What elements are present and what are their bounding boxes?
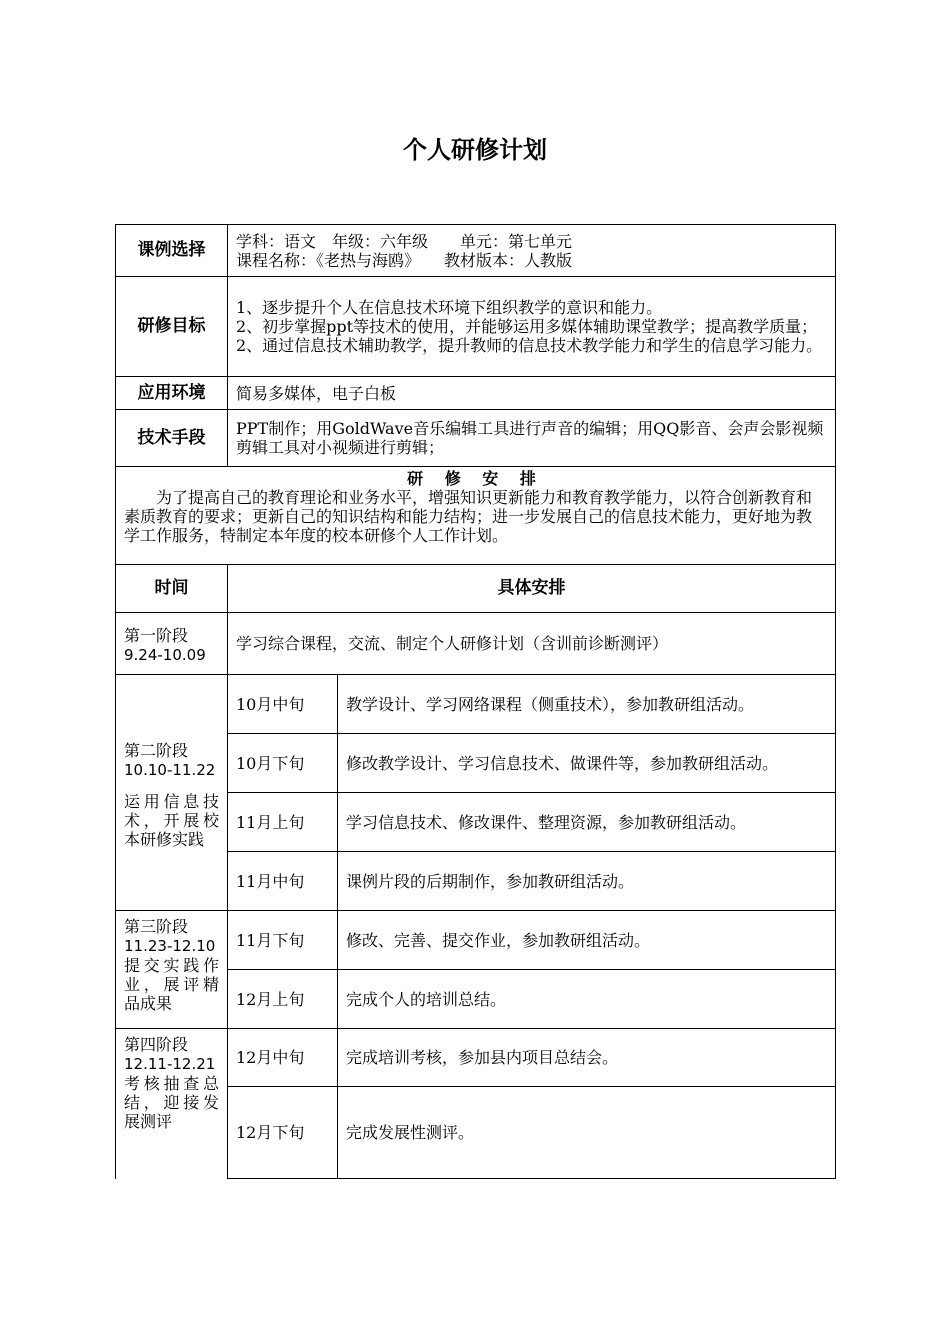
task-cell: 完成发展性测评。 <box>338 1087 836 1179</box>
task-cell: 修改教学设计、学习信息技术、做课件等，参加教研组活动。 <box>338 734 836 793</box>
task-cell: 修改、完善、提交作业，参加教研组活动。 <box>338 911 836 970</box>
plan-table <box>115 224 836 1179</box>
stage-desc: 运用信息技术，开展校本研修实践 <box>124 791 219 849</box>
schedule-row <box>116 911 836 970</box>
stage-desc: 考核抽查总结，迎接发展测评 <box>124 1074 219 1131</box>
stage-4-cell <box>116 1029 228 1179</box>
task-cell: 完成个人的培训总结。 <box>338 970 836 1029</box>
environment-value: 简易多媒体，电子白板 <box>228 377 836 410</box>
course-row <box>116 225 836 277</box>
stage-name: 第四阶段 <box>124 1035 189 1054</box>
task-cell: 完成培训考核，参加县内项目总结会。 <box>338 1029 836 1087</box>
stage-dates: 12.11-12.21 <box>124 1055 216 1073</box>
stage-3-cell <box>116 911 228 1029</box>
header-time: 时间 <box>116 565 228 613</box>
stage-dates: 10.10-11.22 <box>124 760 216 779</box>
stage-1-cell <box>116 613 228 675</box>
goals-value <box>228 277 836 377</box>
stage-desc: 提交实践作业，展评精品成果 <box>124 956 219 1013</box>
stage-dates: 9.24-10.09 <box>124 646 206 664</box>
period-cell: 11月上旬 <box>228 793 338 852</box>
arrangement-intro: 为了提高自己的教育理论和业务水平，增强知识更新能力和教育教学能力，以符合创新教育和素质教育的要求；更新自己的知识结构和能力结构；进一步发展自己的信息技术能力，更好地为教学工作服务，特制定本年度的校本研修个人工作计划。 <box>124 488 813 545</box>
stage-1-task: 学习综合课程，交流、制定个人研修计划（含训前诊断测评） <box>228 613 836 675</box>
stage-name: 第二阶段 <box>124 740 189 760</box>
goals-label: 研修目标 <box>116 277 228 377</box>
arrangement-title: 研 修 安 排 <box>407 469 544 488</box>
stage-dates: 11.23-12.10 <box>124 937 216 955</box>
goals-row <box>116 277 836 377</box>
period-cell: 12月中旬 <box>228 1029 338 1087</box>
task-cell: 教学设计、学习网络课程（侧重技术），参加教研组活动。 <box>338 675 836 734</box>
schedule-header-row <box>116 565 836 613</box>
course-value <box>228 225 836 277</box>
page-title: 个人研修计划 <box>403 136 547 164</box>
header-detail: 具体安排 <box>228 565 836 613</box>
tech-row <box>116 410 836 467</box>
tech-value: PPT制作；用GoldWave音乐编辑工具进行声音的编辑；用QQ影音、会声会影视频剪辑工具对小视频进行剪辑； <box>228 410 836 467</box>
environment-label: 应用环境 <box>116 377 228 410</box>
stage-1-row <box>116 613 836 675</box>
course-line-2: 课程名称：《老热与海鸥》 教材版本：人教版 <box>236 250 573 270</box>
goal-item: 2、初步掌握ppt等技术的使用，并能够运用多媒体辅助课堂教学；提高教学质量； <box>236 317 818 336</box>
task-cell: 课例片段的后期制作，参加教研组活动。 <box>338 852 836 911</box>
period-cell: 10月下旬 <box>228 734 338 793</box>
task-cell: 学习信息技术、修改课件、整理资源，参加教研组活动。 <box>338 793 836 852</box>
course-label: 课例选择 <box>116 225 228 277</box>
stage-name: 第三阶段 <box>124 917 189 936</box>
period-cell: 11月中旬 <box>228 852 338 911</box>
arrangement-row <box>116 467 836 565</box>
period-cell: 11月下旬 <box>228 911 338 970</box>
schedule-row <box>116 675 836 734</box>
environment-row <box>116 377 836 410</box>
stage-2-cell <box>116 675 228 911</box>
schedule-row <box>116 1029 836 1087</box>
period-cell: 10月中旬 <box>228 675 338 734</box>
period-cell: 12月下旬 <box>228 1087 338 1179</box>
goal-item: 1、逐步提升个人在信息技术环境下组织教学的意识和能力。 <box>236 298 663 317</box>
course-line-1: 学科：语文 年级：六年级 单元：第七单元 <box>236 231 573 251</box>
arrangement-cell <box>116 467 836 565</box>
tech-label: 技术手段 <box>116 410 228 467</box>
period-cell: 12月上旬 <box>228 970 338 1029</box>
stage-name: 第一阶段 <box>124 626 189 645</box>
goal-item: 2、通过信息技术辅助教学，提升教师的信息技术教学能力和学生的信息学习能力。 <box>236 336 823 355</box>
